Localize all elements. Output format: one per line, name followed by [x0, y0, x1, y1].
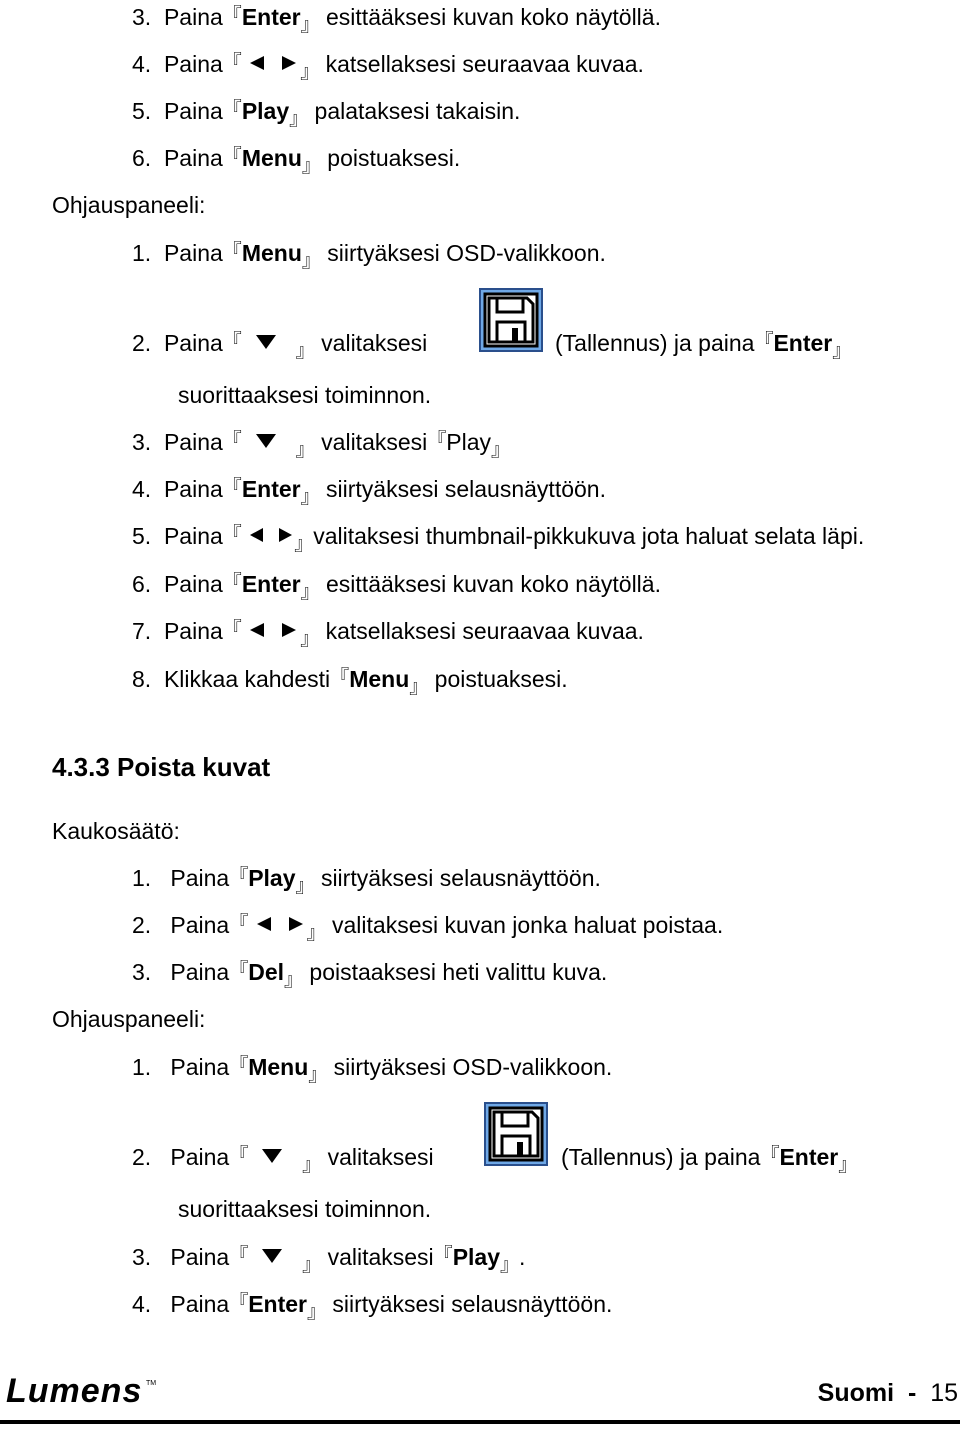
- step-line: 7. Paina『 』 katsellaksesi seuraavaa kuvaa.: [132, 618, 644, 650]
- step-line: 4. Paina『Enter』 siirtyäksesi selausnäyttöön.: [132, 476, 606, 508]
- section-label: Ohjauspaneeli:: [52, 192, 206, 218]
- step-line: suorittaaksesi toiminnon.: [178, 1196, 432, 1222]
- step-line: 3. Paina『Del』 poistaaksesi heti valittu kuva.: [132, 959, 608, 991]
- footer-language: Suomi: [817, 1379, 895, 1407]
- step-line: 1. Paina『Menu』 siirtyäksesi OSD-valikkoon.: [132, 1054, 613, 1086]
- section-label: Kaukosäätö:: [52, 818, 180, 844]
- key-label: Enter: [779, 1144, 839, 1170]
- key-label: Play: [446, 429, 492, 455]
- key-label: Enter: [241, 4, 301, 30]
- down-arrow-icon: [255, 334, 277, 350]
- left-right-arrows-icon: [248, 622, 300, 638]
- step-line: 2. Paina『 』 valitaksesi: [132, 330, 428, 362]
- step-line: 1. Paina『Menu』 siirtyäksesi OSD-valikkoon.: [132, 240, 606, 272]
- step-line-continuation: (Tallennus) ja paina『Enter』: [555, 330, 852, 362]
- step-line: 3. Paina『 』 valitaksesi『Play』: [132, 429, 511, 461]
- step-line: 3. Paina『Enter』 esittääksesi kuvan koko näytöllä.: [132, 4, 661, 36]
- key-label: Play: [241, 98, 290, 124]
- step-line: 6. Paina『Menu』 poistuaksesi.: [132, 145, 461, 177]
- section-heading: 4.3.3 Poista kuvat: [52, 752, 271, 782]
- step-line: 2. Paina『 』 valitaksesi: [132, 1144, 434, 1176]
- key-label: Play: [248, 865, 296, 891]
- step-line: 2. Paina『 』 valitaksesi kuvan jonka haluat poistaa.: [132, 912, 724, 944]
- key-label: Enter: [241, 571, 301, 597]
- key-label: Menu: [349, 666, 410, 692]
- step-line-continuation: (Tallennus) ja paina『Enter』: [561, 1144, 858, 1176]
- step-line: suorittaaksesi toiminnon.: [178, 382, 432, 408]
- step-line: 3. Paina『 』 valitaksesi『Play』.: [132, 1244, 526, 1276]
- floppy-save-icon: [484, 1102, 548, 1166]
- key-label: Play: [452, 1244, 501, 1270]
- left-right-arrows-icon: [255, 916, 307, 932]
- lumens-logo: Lumens: [6, 1372, 143, 1410]
- step-line: 6. Paina『Enter』 esittääksesi kuvan koko näytöllä.: [132, 571, 661, 603]
- floppy-save-icon: [479, 288, 543, 352]
- step-line: 4. Paina『Enter』 siirtyäksesi selausnäyttöön.: [132, 1291, 613, 1323]
- key-label: Enter: [773, 330, 833, 356]
- step-line: 5. Paina『 』valitaksesi thumbnail-pikkukuva jota haluat selata läpi.: [132, 523, 865, 555]
- footer-divider: [0, 1420, 960, 1424]
- trademark-mark: TM: [146, 1380, 157, 1387]
- key-label: Menu: [241, 240, 302, 266]
- left-right-arrows-icon: [248, 55, 300, 71]
- page-number: 15: [930, 1379, 958, 1407]
- section-label: Ohjauspaneeli:: [52, 1006, 206, 1032]
- page-footer: [818, 1378, 958, 1408]
- key-label: Enter: [248, 1291, 307, 1317]
- step-line: 4. Paina『 』 katsellaksesi seuraavaa kuvaa.: [132, 51, 644, 83]
- key-label: Menu: [241, 145, 302, 171]
- key-label: Menu: [248, 1054, 309, 1080]
- down-arrow-icon: [261, 1248, 283, 1264]
- down-arrow-icon: [261, 1148, 283, 1164]
- key-label: Del: [248, 959, 284, 985]
- step-line: 5. Paina『Play』 palataksesi takaisin.: [132, 98, 521, 130]
- step-line: 8. Klikkaa kahdesti『Menu』 poistuaksesi.: [132, 666, 568, 698]
- left-right-arrows-icon: [248, 527, 294, 543]
- key-label: Enter: [241, 476, 301, 502]
- down-arrow-icon: [255, 433, 277, 449]
- step-line: 1. Paina『Play』 siirtyäksesi selausnäyttöön.: [132, 865, 601, 897]
- footer-separator: -: [907, 1379, 917, 1407]
